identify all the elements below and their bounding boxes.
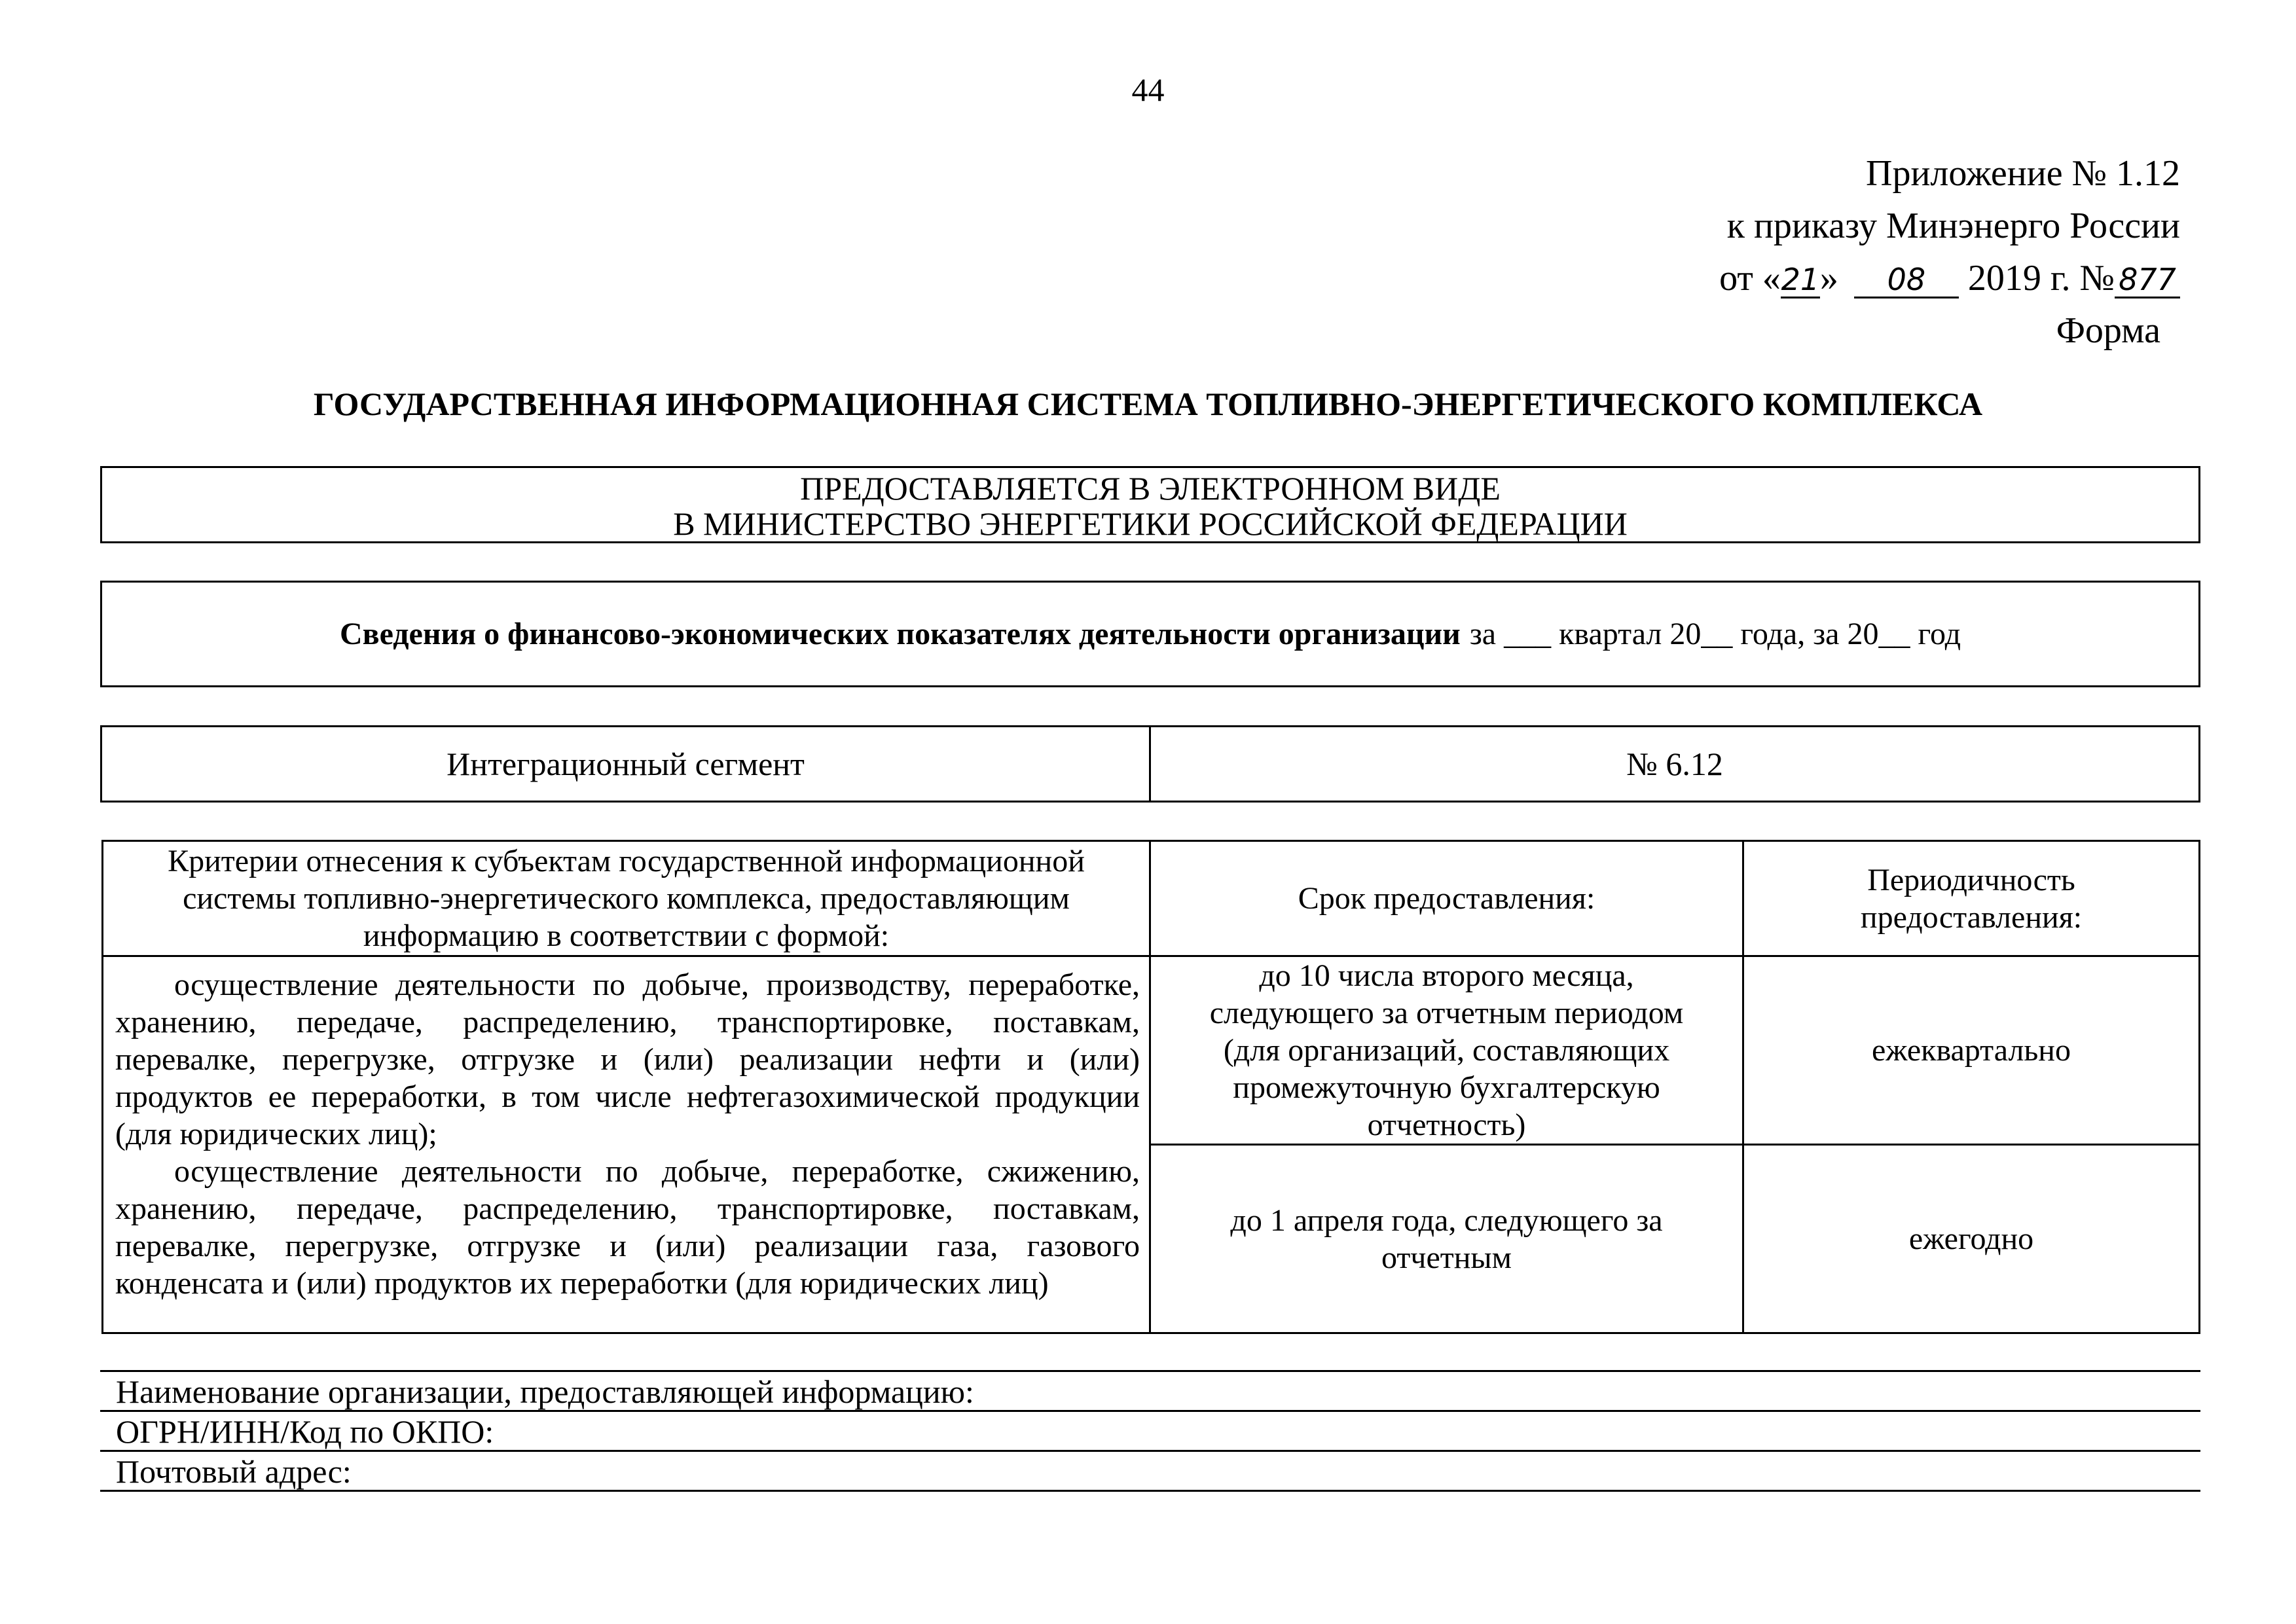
- criteria-item-oil: осуществление деятельности по добыче, производству, переработке, хранению, передаче, распределению, транспортировке, поставкам, перевалке, перегрузке, отгрузке и (или) реализации нефти и (или) продуктов ее переработки, в том числе нефтегазохимической продукции (для юридических лиц);: [115, 967, 1140, 1151]
- org-name-field[interactable]: Наименование организации, предоставляющей информацию:: [100, 1370, 2200, 1410]
- organization-block: [100, 1370, 2200, 1492]
- segment-label: Интеграционный сегмент: [101, 727, 1150, 802]
- submission-line-1: ПРЕДОСТАВЛЯЕТСЯ В ЭЛЕКТРОННОМ ВИДЕ: [800, 470, 1501, 507]
- date-mid: »: [1819, 258, 1838, 298]
- page-number: 44: [1131, 71, 1165, 108]
- date-prefix: от «: [1719, 258, 1781, 298]
- date-day: 21: [1781, 262, 1820, 297]
- main-title: ГОСУДАРСТВЕННАЯ ИНФОРМАЦИОННАЯ СИСТЕМА ТОПЛИВНО-ЭНЕРГЕТИЧЕСКОГО КОМПЛЕКСА: [313, 386, 1983, 422]
- submission-line-2: В МИНИСТЕРСТВО ЭНЕРГЕТИКИ РОССИЙСКОЙ ФЕДЕРАЦИИ: [673, 505, 1628, 542]
- report-title-box: [100, 581, 2200, 687]
- header-deadline: Срок предоставления:: [1150, 841, 1743, 956]
- submission-notice: [100, 466, 2200, 543]
- segment-table: [100, 725, 2200, 803]
- report-title-bold: Сведения о финансово-экономических показателях деятельности организации: [339, 617, 1461, 651]
- order-number: 877: [2115, 262, 2180, 298]
- appendix-date-line: [1558, 252, 2180, 304]
- appendix-title: Приложение № 1.12: [1866, 153, 2180, 194]
- periodicity-annual: ежегодно: [1743, 1145, 2200, 1333]
- segment-number: № 6.12: [1150, 727, 2200, 802]
- criteria-table: [101, 840, 2200, 1334]
- date-year: 2019 г. №: [1967, 258, 2115, 298]
- segment-row: [101, 727, 2200, 802]
- criteria-header-row: [103, 841, 2200, 956]
- periodicity-quarterly: ежеквартально: [1743, 956, 2200, 1145]
- deadline-quarterly: до 10 числа второго месяца, следующего за отчетным периодом (для организаций, составляющих промежуточную бухгалтерскую отчетность): [1150, 956, 1743, 1145]
- criteria-item-gas: осуществление деятельности по добыче, переработке, сжижению, хранению, передаче, распределению, транспортировке, поставкам, перевалке, перегрузке, отгрузке и (или) реализации газа, газового конденсата и (или) продуктов их переработки (для юридических лиц): [115, 1154, 1140, 1301]
- date-month: 08: [1854, 262, 1959, 298]
- org-codes-field[interactable]: ОГРН/ИНН/Код по ОКПО:: [100, 1410, 2200, 1450]
- header-criteria: Критерии отнесения к субъектам государственной информационной системы топливно-энергетического комплекса, предоставляющим информацию в соответствии с формой:: [103, 841, 1150, 956]
- criteria-cell: [103, 956, 1150, 1333]
- table-row: [103, 956, 2200, 1145]
- appendix-order-ref: к приказу Минэнерго России: [1726, 206, 2180, 246]
- form-label: Форма: [2056, 310, 2160, 351]
- appendix-block: [1558, 147, 2180, 304]
- deadline-annual: до 1 апреля года, следующего за отчетным: [1150, 1145, 1743, 1333]
- org-address-field[interactable]: Почтовый адрес:: [100, 1450, 2200, 1492]
- header-periodicity: Периодичность предоставления:: [1743, 841, 2200, 956]
- report-title-period: за ___ квартал 20__ года, за 20__ год: [1469, 617, 1961, 651]
